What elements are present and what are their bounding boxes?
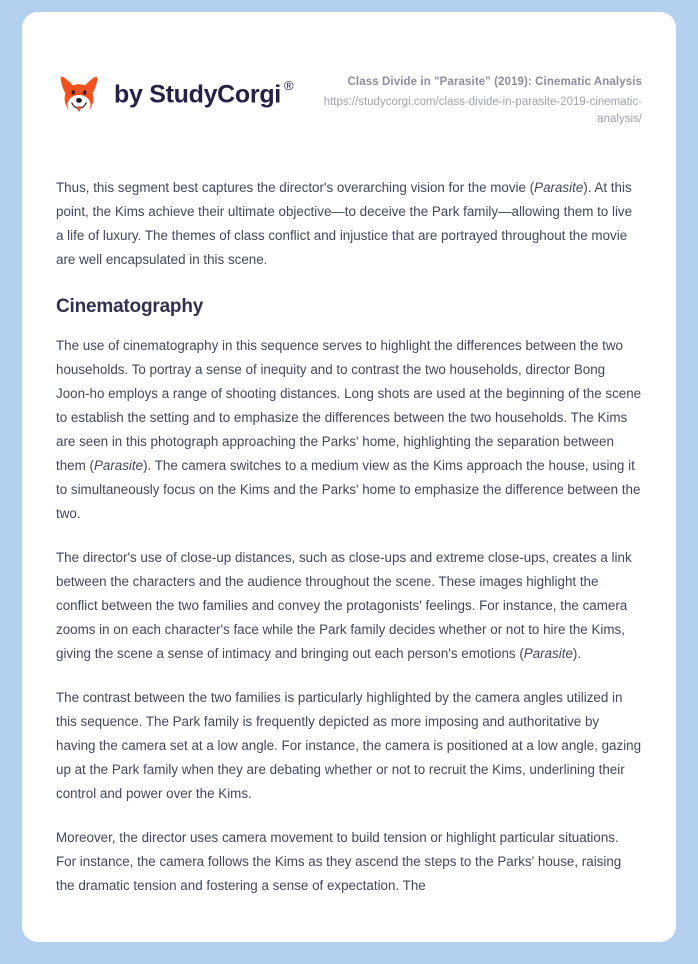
page-title: Class Divide in "Parasite" (2019): Cinematic Analysis	[347, 76, 642, 88]
text-run: ).	[572, 646, 582, 662]
header-meta	[312, 70, 642, 128]
brand-logo[interactable]	[56, 70, 293, 118]
paragraph-shooting-distances	[56, 334, 642, 526]
emphasized-title: Parasite	[534, 180, 584, 196]
paragraph-camera-angles	[56, 686, 642, 806]
source-url: https://studycorgi.com/class-divide-in-parasite-2019-cinematic-analysis/	[323, 95, 642, 125]
text-run: The use of cinematography in this sequence serves to highlight the differences between the two households. To portray a sense of inequity and to contrast the two households, director Bong Joon-ho employs a range of shooting distances. Long shots are used at the beginning of the scene to establish the setting and to emphasize the differences between the two households. The Kims are seen in this photograph approaching the Parks' home, highlighting the separation between them (	[56, 338, 642, 474]
emphasized-title: Parasite	[93, 458, 144, 474]
text-run: Thus, this segment best captures the director's overarching vision for the movie (	[56, 180, 535, 196]
corgi-head-icon	[56, 72, 102, 118]
paragraph-intro	[56, 176, 642, 272]
registered-trademark-icon: ®	[283, 78, 294, 94]
brand-name-text: by StudyCorgi	[114, 80, 281, 109]
text-run: ). At this point, the Kims achieve their ultimate objective—to deceive the Park family—allowing them to live a life of luxury. The themes of class conflict and injustice that are portrayed throughout the movie are well encapsulated in this scene.	[56, 180, 633, 268]
paragraph-close-ups	[56, 546, 642, 666]
section-heading-cinematography: Cinematography	[56, 296, 204, 318]
document-header	[22, 12, 676, 128]
text-run: The contrast between the two families is particularly highlighted by the camera angles utilized in this sequence. The Park family is frequently depicted as more imposing and authoritative by having the camera set at a low angle. For instance, the camera is positioned at a low angle, gazing up at the Park family when they are debating whether or not to recruit the Kims, underlining their control and power over the Kims.	[56, 690, 642, 802]
text-run: The director's use of close-up distances, such as close-ups and extreme close-ups, creates a link between the characters and the audience throughout the scene. These images highlight the conflict between the two families and convey the protagonists' feelings. For instance, the camera zooms in on each character's face while the Park family decides whether or not to hire the Kims, giving the scene a sense of intimacy and bringing out each person's emotions (	[56, 550, 632, 662]
paragraph-camera-movement	[56, 826, 642, 898]
emphasized-title: Parasite	[523, 646, 573, 662]
document-page	[22, 12, 676, 942]
document-content	[22, 176, 676, 898]
text-run: Moreover, the director uses camera movement to build tension or highlight particular situations. For instance, the camera follows the Kims as they ascend the steps to the Parks' house, raising the dramatic tension and fostering a sense of expectation. The	[56, 830, 622, 894]
text-run: ). The camera switches to a medium view as the Kims approach the house, using it to simultaneously focus on the Kims and the Parks' home to emphasize the difference between the two.	[56, 458, 641, 522]
brand-name	[114, 78, 294, 109]
